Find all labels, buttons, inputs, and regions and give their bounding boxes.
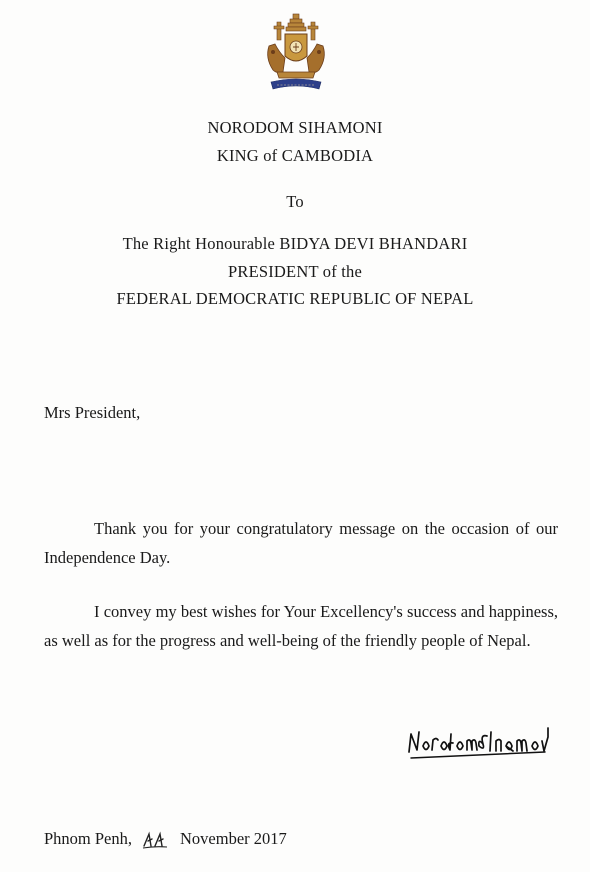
recipient-office: PRESIDENT of the xyxy=(228,262,362,281)
handwritten-day-icon xyxy=(142,830,168,850)
salutation: Mrs President, xyxy=(44,403,141,422)
king-name: NORODOM SIHAMONI xyxy=(207,118,383,137)
place-text: Phnom Penh, xyxy=(44,829,133,848)
to-label: To xyxy=(286,192,304,211)
handwritten-signature-icon xyxy=(405,722,555,764)
body-paragraph-1: Thank you for your congratulatory message on the occasion of our Independence Day. xyxy=(44,519,558,567)
body-paragraph-2: I convey my best wishes for Your Excellency's success and happiness, as well as for the progress and well-being of the friendly people of Nepal. xyxy=(44,602,558,650)
recipient-name: The Right Honourable BIDYA DEVI BHANDARI xyxy=(122,234,468,253)
month-year-text: November 2017 xyxy=(180,829,287,848)
recipient-country: FEDERAL DEMOCRATIC REPUBLIC OF NEPAL xyxy=(116,289,474,308)
royal-arms-of-cambodia-icon xyxy=(263,12,329,94)
king-title: KING of CAMBODIA xyxy=(216,146,374,165)
place-date-line xyxy=(44,829,287,850)
